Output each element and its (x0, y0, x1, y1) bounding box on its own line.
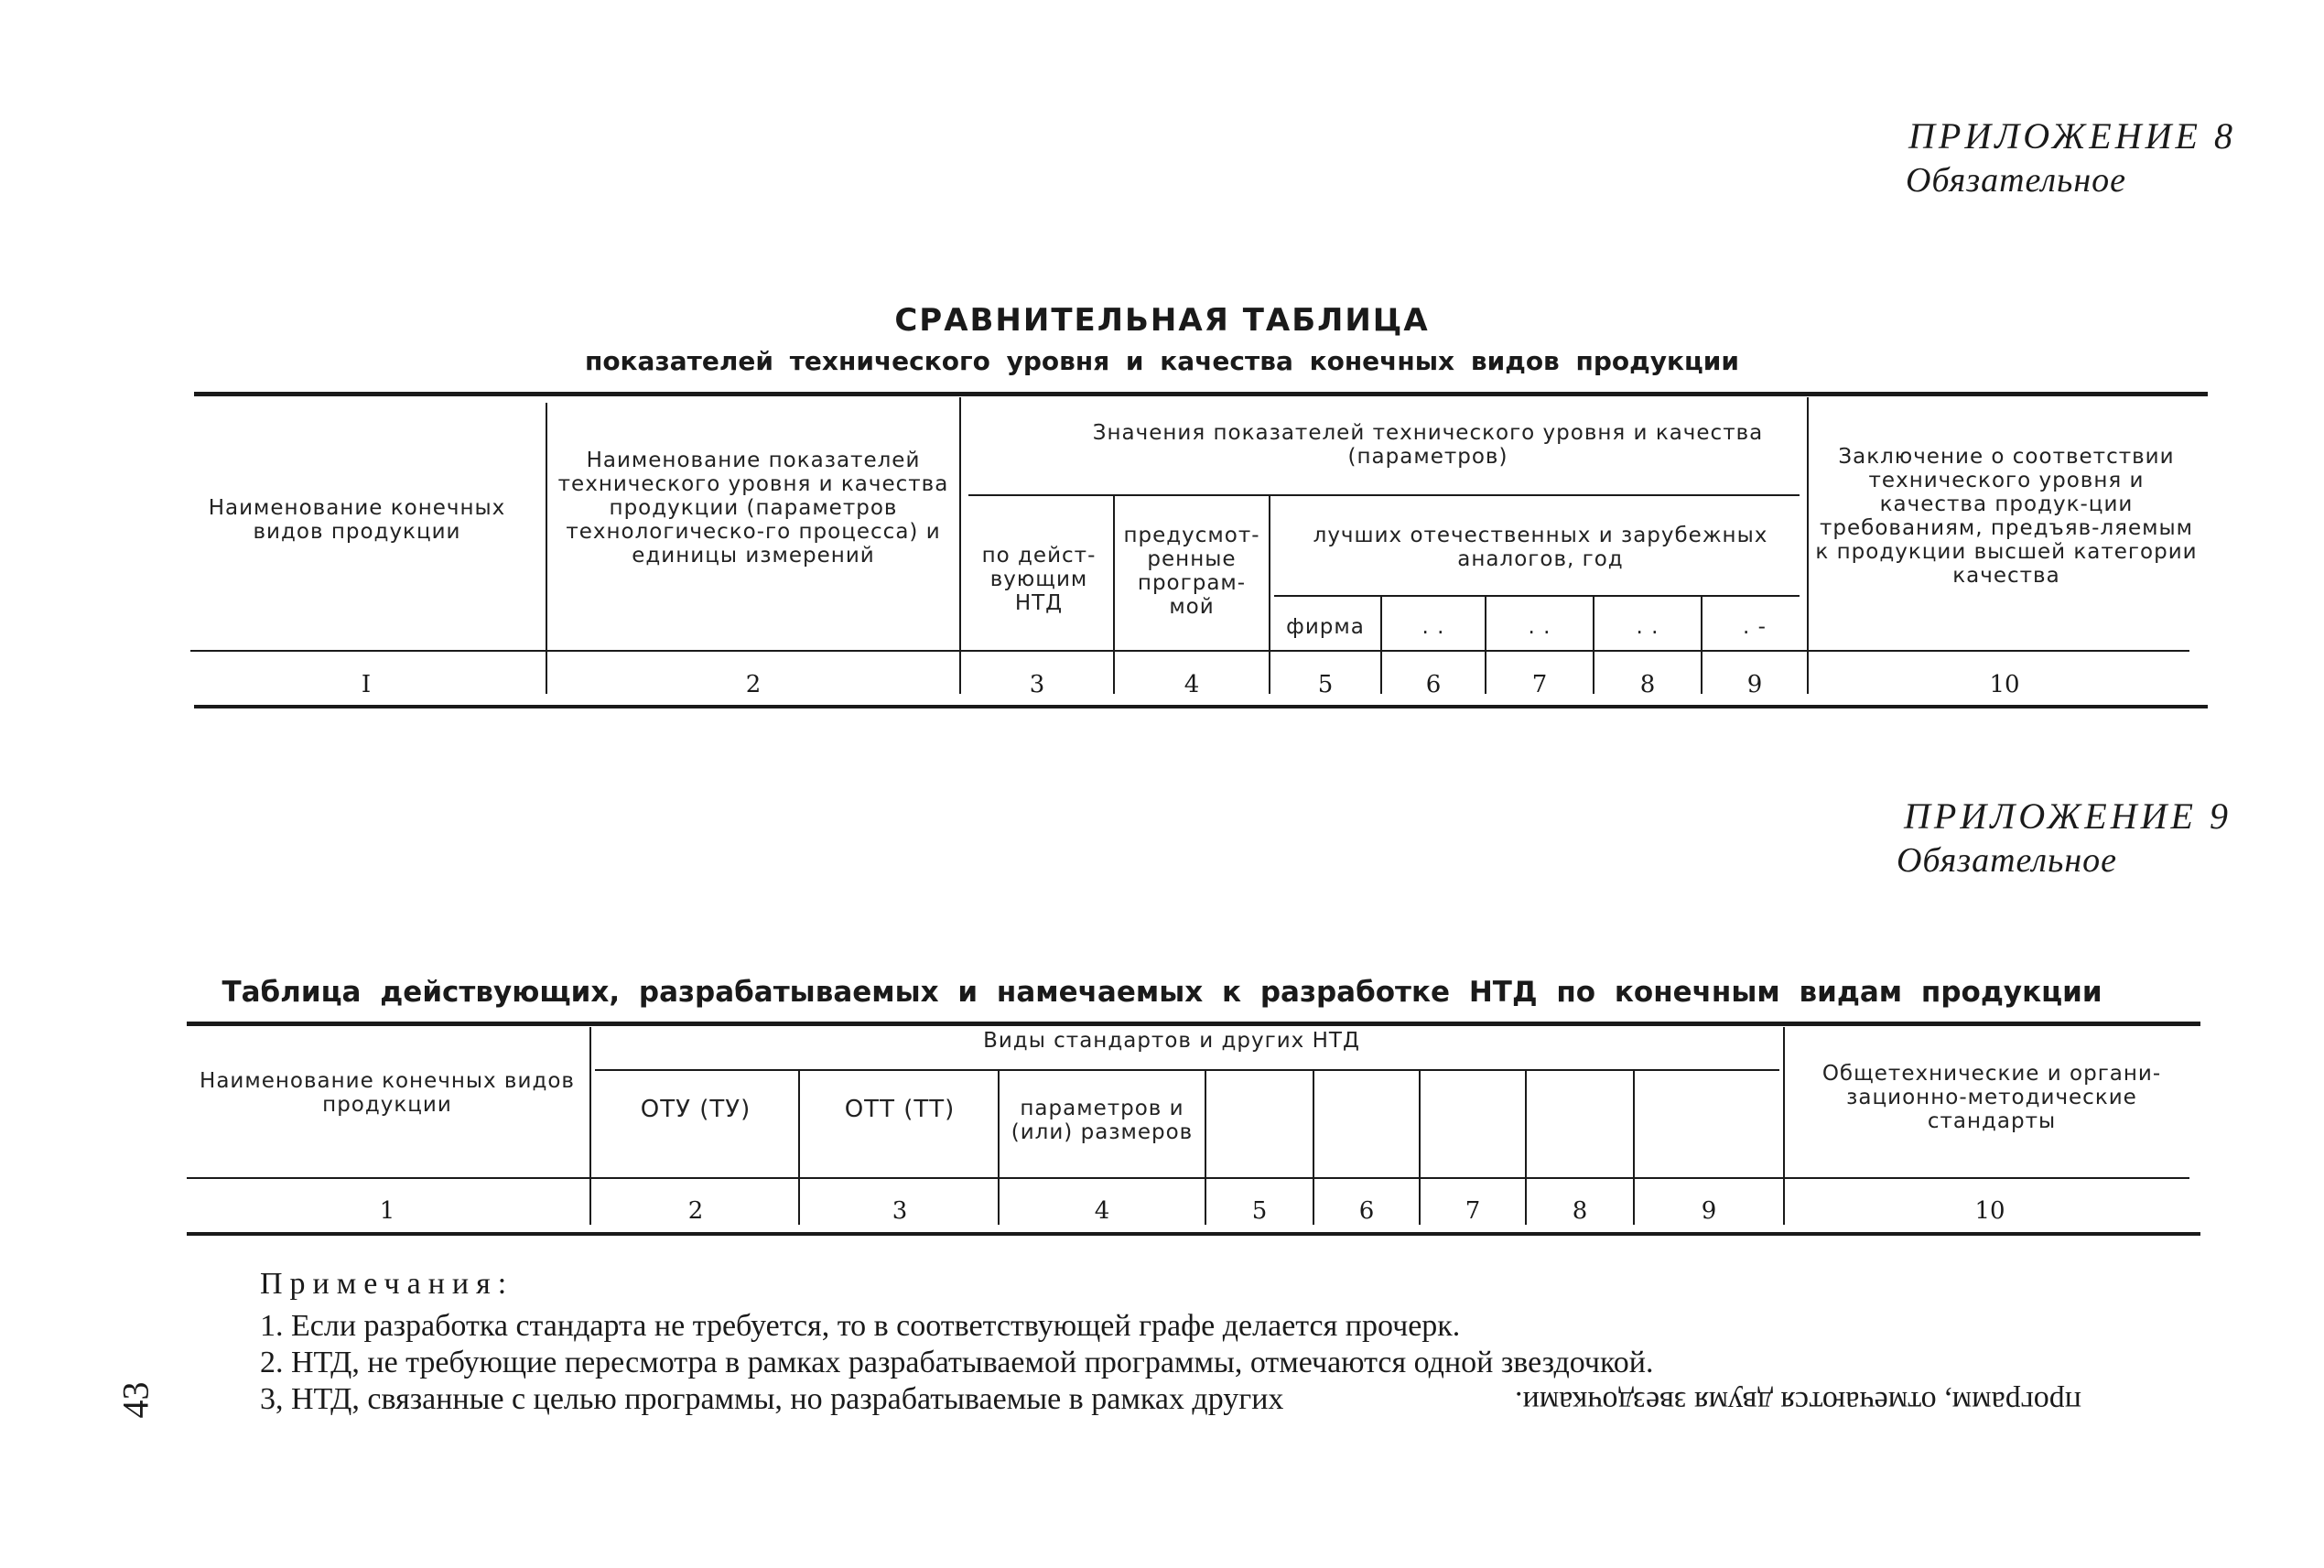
table1-top-rule (194, 392, 2208, 396)
table2-bottom-rule (187, 1232, 2200, 1236)
table1-vline (1807, 397, 1809, 694)
table2-top-rule (187, 1022, 2200, 1026)
table1-number: 8 (1639, 671, 1656, 698)
note-item-2: 2. НТД, не требующие пересмотра в рамках разрабатываемой программы, отмечаются одной звездочкой. (260, 1346, 1654, 1379)
table1-bottom-rule (194, 705, 2208, 708)
note-item-3 (260, 1382, 1283, 1417)
table2-vline (798, 1071, 800, 1225)
table2-vline (1419, 1071, 1421, 1225)
appendix-8-status: Обязательное (1906, 161, 2127, 200)
table1-number: 9 (1746, 671, 1763, 698)
table1-col8-header: . . (1636, 615, 1659, 639)
table1-col2-header: Наименование показателей технического уровня и качества продукции (параметров технологическо-го процесса) и единицы измерений (557, 449, 949, 568)
table1-number: 6 (1425, 671, 1442, 698)
table1-number: 5 (1317, 671, 1334, 698)
table1-number: I (361, 671, 372, 698)
table2-header-rule (187, 1177, 2189, 1179)
table2-number: 8 (1572, 1197, 1588, 1225)
table2-group-rule (595, 1069, 1779, 1071)
table1-col5-header: фирма (1286, 615, 1365, 639)
table1-vline (1113, 496, 1115, 694)
table1-vline (1269, 496, 1270, 694)
table1-group-header: Значения показателей технического уровня и качества (параметров) (1092, 421, 1764, 469)
table1-col4-header: предусмот-ренные програм-мой (1123, 524, 1260, 619)
table2-number: 9 (1701, 1197, 1717, 1225)
table2-number: 10 (1974, 1197, 2005, 1225)
notes-heading: Примечания: (260, 1267, 514, 1301)
table1-group-rule (968, 494, 1800, 496)
table2-title: Таблица действующих, разрабатываемых и намечаемых к разработке НТД по конечным видам продукции (222, 976, 2102, 1009)
table2-vline (1525, 1071, 1527, 1225)
table1-subgroup-rule (1274, 595, 1800, 597)
table1-vline (1701, 597, 1702, 694)
table1-title: СРАВНИТЕЛЬНАЯ ТАБЛИЦА (894, 302, 1430, 339)
table2-number: 4 (1094, 1197, 1110, 1225)
table1-col1-header: Наименование конечных видов продукции (208, 496, 506, 544)
appendix-9-status: Обязательное (1897, 841, 2118, 880)
table1-subtitle: показателей технического уровня и качества конечных видов продукции (584, 346, 1740, 376)
table1-vline (959, 397, 961, 694)
table2-vline (1205, 1071, 1206, 1225)
table1-col9-header: . - (1743, 615, 1767, 639)
note-item-1: 1. Если разработка стандарта не требуется, то в соответствующей графе делается прочерк. (260, 1309, 1461, 1343)
table1-subgroup-header: лучших отечественных и зарубежных аналогов, год (1313, 524, 1768, 571)
table1-vline (1485, 597, 1486, 694)
table2-vline (1313, 1071, 1314, 1225)
table2-number: 6 (1358, 1197, 1375, 1225)
table2-col3-header: ОТТ (ТТ) (844, 1096, 956, 1123)
appendix-9-title: ПРИЛОЖЕНИЕ 9 (1904, 795, 2232, 837)
table2-vline (998, 1071, 1000, 1225)
table2-col4-header: параметров и (или) размеров (1011, 1097, 1194, 1144)
table1-header-rule (190, 650, 2189, 652)
table1-col6-header: . . (1421, 615, 1445, 639)
table1-vline (1380, 597, 1382, 694)
appendix-8-title: ПРИЛОЖЕНИЕ 8 (1908, 115, 2236, 157)
table1-col3-header: по дейст-вующим НТД (981, 544, 1097, 615)
table2-col10-header: Общетехнические и органи-зационно-методические стандарты (1821, 1062, 2162, 1133)
page-number: 43 (114, 1381, 157, 1419)
table2-vline (589, 1027, 591, 1225)
table1-number: 2 (745, 671, 762, 698)
table1-number: 7 (1531, 671, 1548, 698)
table2-group-header: Виды стандартов и других НТД (983, 1029, 1360, 1053)
table1-vline (546, 403, 547, 694)
table1-number: 4 (1184, 671, 1200, 698)
table2-number: 7 (1465, 1197, 1481, 1225)
table2-number: 3 (892, 1197, 908, 1225)
table2-col1-header: Наименование конечных видов продукции (200, 1069, 575, 1117)
note-item-3-continuation (1515, 1384, 2081, 1419)
note-item-3-start: 3, НТД, связанные с целью программы, но разрабатываемые в рамках других (260, 1382, 1284, 1416)
table1-col7-header: . . (1528, 615, 1551, 639)
table2-number: 5 (1251, 1197, 1268, 1225)
table1-number: 10 (1989, 671, 2020, 698)
table1-vline (1593, 597, 1594, 694)
table1-number: 3 (1029, 671, 1045, 698)
table2-number: 2 (687, 1197, 704, 1225)
table1-col10-header: Заключение о соответствии технического уровня и качества продук-ции требованиям, предъяв-ляемым к продукции высшей категории качества (1815, 445, 2198, 588)
table2-col2-header: ОТУ (ТУ) (640, 1096, 751, 1123)
note-item-3-end: программ, отмечаются двумя звездочками. (1515, 1385, 2081, 1419)
table2-vline (1783, 1027, 1785, 1225)
table2-vline (1633, 1071, 1635, 1225)
table2-number: 1 (379, 1197, 395, 1225)
